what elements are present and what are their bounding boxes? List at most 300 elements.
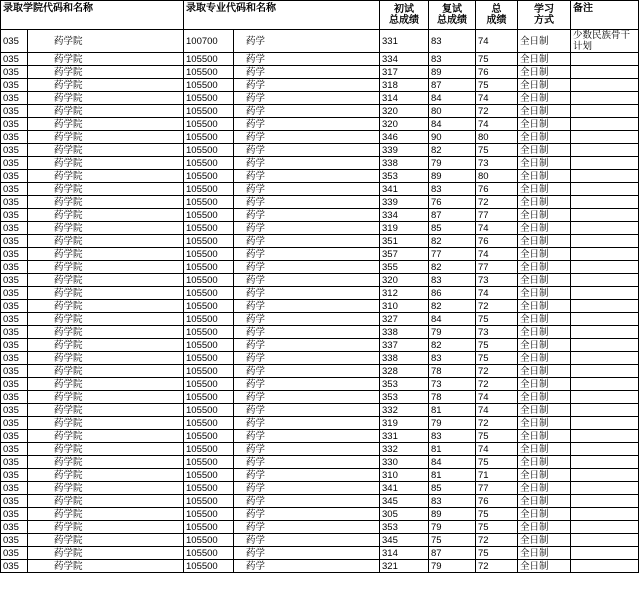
major-name-cell: 药学 <box>234 521 380 534</box>
total-score-cell: 80 <box>476 170 518 183</box>
college-name-cell: 药学院 <box>28 144 184 157</box>
retest-score-cell: 78 <box>429 391 476 404</box>
major-code-cell: 105500 <box>184 508 234 521</box>
table-row <box>1 495 639 508</box>
note-cell <box>571 365 639 378</box>
table-row <box>1 443 639 456</box>
table-row <box>1 30 639 53</box>
note-cell <box>571 547 639 560</box>
major-name-cell: 药学 <box>234 417 380 430</box>
college-name-cell: 药学院 <box>28 118 184 131</box>
prelim-score-cell: 334 <box>380 209 429 222</box>
table-row <box>1 547 639 560</box>
study-mode-cell: 全日制 <box>518 222 571 235</box>
college-code-cell: 035 <box>1 274 28 287</box>
prelim-score-cell: 338 <box>380 157 429 170</box>
prelim-score-cell: 328 <box>380 365 429 378</box>
major-code-cell: 105500 <box>184 391 234 404</box>
college-name-cell: 药学院 <box>28 209 184 222</box>
prelim-score-cell: 351 <box>380 235 429 248</box>
note-cell <box>571 222 639 235</box>
college-name-cell: 药学院 <box>28 430 184 443</box>
college-name-cell: 药学院 <box>28 92 184 105</box>
college-name-cell: 药学院 <box>28 417 184 430</box>
prelim-score-cell: 314 <box>380 547 429 560</box>
college-code-cell: 035 <box>1 92 28 105</box>
college-code-cell: 035 <box>1 183 28 196</box>
college-name-cell: 药学院 <box>28 131 184 144</box>
college-name-cell: 药学院 <box>28 534 184 547</box>
retest-score-cell: 78 <box>429 365 476 378</box>
note-cell <box>571 170 639 183</box>
total-score-cell: 75 <box>476 521 518 534</box>
college-code-cell: 035 <box>1 326 28 339</box>
table-row <box>1 560 639 573</box>
total-score-cell: 75 <box>476 508 518 521</box>
major-code-cell: 105500 <box>184 196 234 209</box>
note-cell <box>571 313 639 326</box>
study-mode-cell: 全日制 <box>518 144 571 157</box>
retest-score-cell: 82 <box>429 300 476 313</box>
study-mode-cell: 全日制 <box>518 196 571 209</box>
note-cell <box>571 339 639 352</box>
major-name-cell: 药学 <box>234 209 380 222</box>
header-college: 录取学院代码和名称 <box>1 1 184 30</box>
total-score-cell: 75 <box>476 144 518 157</box>
major-code-cell: 105500 <box>184 404 234 417</box>
college-name-cell: 药学院 <box>28 183 184 196</box>
major-name-cell: 药学 <box>234 248 380 261</box>
college-code-cell: 035 <box>1 261 28 274</box>
header-retest: 复试 总成绩 <box>429 1 476 30</box>
table-row <box>1 92 639 105</box>
college-name-cell: 药学院 <box>28 365 184 378</box>
retest-score-cell: 87 <box>429 547 476 560</box>
retest-score-cell: 83 <box>429 430 476 443</box>
study-mode-cell: 全日制 <box>518 534 571 547</box>
major-code-cell: 105500 <box>184 378 234 391</box>
prelim-score-cell: 319 <box>380 417 429 430</box>
major-code-cell: 105500 <box>184 66 234 79</box>
prelim-score-cell: 339 <box>380 144 429 157</box>
table-row <box>1 118 639 131</box>
study-mode-cell: 全日制 <box>518 365 571 378</box>
college-name-cell: 药学院 <box>28 547 184 560</box>
prelim-score-cell: 345 <box>380 534 429 547</box>
total-score-cell: 77 <box>476 482 518 495</box>
table-row <box>1 131 639 144</box>
major-code-cell: 105500 <box>184 53 234 66</box>
header-major: 录取专业代码和名称 <box>184 1 380 30</box>
study-mode-cell: 全日制 <box>518 495 571 508</box>
major-code-cell: 105500 <box>184 261 234 274</box>
college-code-cell: 035 <box>1 209 28 222</box>
study-mode-cell: 全日制 <box>518 521 571 534</box>
retest-score-cell: 79 <box>429 157 476 170</box>
college-code-cell: 035 <box>1 560 28 573</box>
total-score-cell: 72 <box>476 417 518 430</box>
total-score-cell: 75 <box>476 79 518 92</box>
study-mode-cell: 全日制 <box>518 118 571 131</box>
prelim-score-cell: 327 <box>380 313 429 326</box>
prelim-score-cell: 339 <box>380 196 429 209</box>
college-code-cell: 035 <box>1 235 28 248</box>
college-name-cell: 药学院 <box>28 391 184 404</box>
retest-score-cell: 82 <box>429 235 476 248</box>
retest-score-cell: 82 <box>429 261 476 274</box>
note-cell <box>571 131 639 144</box>
prelim-score-cell: 357 <box>380 248 429 261</box>
study-mode-cell: 全日制 <box>518 482 571 495</box>
table-row <box>1 196 639 209</box>
prelim-score-cell: 353 <box>380 391 429 404</box>
total-score-cell: 80 <box>476 131 518 144</box>
total-score-cell: 73 <box>476 274 518 287</box>
major-code-cell: 105500 <box>184 79 234 92</box>
total-score-cell: 71 <box>476 469 518 482</box>
retest-score-cell: 83 <box>429 274 476 287</box>
table-row <box>1 430 639 443</box>
prelim-score-cell: 353 <box>380 378 429 391</box>
table-row <box>1 105 639 118</box>
major-code-cell: 105500 <box>184 105 234 118</box>
college-name-cell: 药学院 <box>28 352 184 365</box>
major-code-cell: 105500 <box>184 170 234 183</box>
note-cell <box>571 456 639 469</box>
major-name-cell: 药学 <box>234 547 380 560</box>
college-code-cell: 035 <box>1 248 28 261</box>
prelim-score-cell: 345 <box>380 495 429 508</box>
major-name-cell: 药学 <box>234 300 380 313</box>
study-mode-cell: 全日制 <box>518 352 571 365</box>
major-name-cell: 药学 <box>234 482 380 495</box>
major-name-cell: 药学 <box>234 157 380 170</box>
note-cell <box>571 53 639 66</box>
total-score-cell: 74 <box>476 404 518 417</box>
major-code-cell: 105500 <box>184 456 234 469</box>
study-mode-cell: 全日制 <box>518 469 571 482</box>
college-name-cell: 药学院 <box>28 339 184 352</box>
note-cell <box>571 144 639 157</box>
prelim-score-cell: 310 <box>380 300 429 313</box>
major-code-cell: 105500 <box>184 183 234 196</box>
prelim-score-cell: 319 <box>380 222 429 235</box>
study-mode-cell: 全日制 <box>518 209 571 222</box>
major-code-cell: 105500 <box>184 118 234 131</box>
table-row <box>1 300 639 313</box>
total-score-cell: 75 <box>476 339 518 352</box>
college-name-cell: 药学院 <box>28 313 184 326</box>
total-score-cell: 76 <box>476 235 518 248</box>
note-cell <box>571 235 639 248</box>
note-cell <box>571 105 639 118</box>
major-code-cell: 105500 <box>184 248 234 261</box>
retest-score-cell: 77 <box>429 248 476 261</box>
major-code-cell: 105500 <box>184 235 234 248</box>
college-name-cell: 药学院 <box>28 326 184 339</box>
note-cell <box>571 443 639 456</box>
major-code-cell: 105500 <box>184 92 234 105</box>
retest-score-cell: 75 <box>429 534 476 547</box>
major-name-cell: 药学 <box>234 261 380 274</box>
college-code-cell: 035 <box>1 196 28 209</box>
college-code-cell: 035 <box>1 456 28 469</box>
note-cell <box>571 352 639 365</box>
major-name-cell: 药学 <box>234 560 380 573</box>
table-row <box>1 521 639 534</box>
major-name-cell: 药学 <box>234 131 380 144</box>
table-row <box>1 352 639 365</box>
prelim-score-cell: 317 <box>380 66 429 79</box>
major-name-cell: 药学 <box>234 469 380 482</box>
prelim-score-cell: 337 <box>380 339 429 352</box>
college-code-cell: 035 <box>1 469 28 482</box>
study-mode-cell: 全日制 <box>518 547 571 560</box>
retest-score-cell: 83 <box>429 352 476 365</box>
retest-score-cell: 82 <box>429 339 476 352</box>
major-name-cell: 药学 <box>234 495 380 508</box>
college-code-cell: 035 <box>1 521 28 534</box>
table-row <box>1 534 639 547</box>
college-name-cell: 药学院 <box>28 508 184 521</box>
major-code-cell: 105500 <box>184 547 234 560</box>
retest-score-cell: 84 <box>429 456 476 469</box>
college-name-cell: 药学院 <box>28 248 184 261</box>
retest-score-cell: 83 <box>429 53 476 66</box>
college-code-cell: 035 <box>1 404 28 417</box>
header-prelim: 初试 总成绩 <box>380 1 429 30</box>
total-score-cell: 74 <box>476 118 518 131</box>
major-code-cell: 105500 <box>184 157 234 170</box>
college-code-cell: 035 <box>1 495 28 508</box>
study-mode-cell: 全日制 <box>518 131 571 144</box>
college-name-cell: 药学院 <box>28 469 184 482</box>
major-code-cell: 105500 <box>184 430 234 443</box>
total-score-cell: 72 <box>476 378 518 391</box>
study-mode-cell: 全日制 <box>518 508 571 521</box>
major-name-cell: 药学 <box>234 339 380 352</box>
major-name-cell: 药学 <box>234 534 380 547</box>
table-row <box>1 170 639 183</box>
prelim-score-cell: 320 <box>380 105 429 118</box>
total-score-cell: 75 <box>476 313 518 326</box>
retest-score-cell: 81 <box>429 404 476 417</box>
college-name-cell: 药学院 <box>28 404 184 417</box>
table-row <box>1 261 639 274</box>
prelim-score-cell: 320 <box>380 274 429 287</box>
table-row <box>1 183 639 196</box>
prelim-score-cell: 338 <box>380 326 429 339</box>
college-code-cell: 035 <box>1 53 28 66</box>
note-cell <box>571 404 639 417</box>
study-mode-cell: 全日制 <box>518 404 571 417</box>
major-name-cell: 药学 <box>234 183 380 196</box>
college-code-cell: 035 <box>1 300 28 313</box>
major-name-cell: 药学 <box>234 508 380 521</box>
note-cell <box>571 118 639 131</box>
table-row <box>1 157 639 170</box>
retest-score-cell: 79 <box>429 560 476 573</box>
major-name-cell: 药学 <box>234 144 380 157</box>
major-code-cell: 105500 <box>184 352 234 365</box>
retest-score-cell: 79 <box>429 521 476 534</box>
study-mode-cell: 全日制 <box>518 274 571 287</box>
major-code-cell: 105500 <box>184 534 234 547</box>
retest-score-cell: 81 <box>429 469 476 482</box>
total-score-cell: 75 <box>476 430 518 443</box>
total-score-cell: 74 <box>476 287 518 300</box>
table-row <box>1 66 639 79</box>
prelim-score-cell: 330 <box>380 456 429 469</box>
prelim-score-cell: 318 <box>380 79 429 92</box>
study-mode-cell: 全日制 <box>518 287 571 300</box>
total-score-cell: 72 <box>476 196 518 209</box>
total-score-cell: 73 <box>476 326 518 339</box>
retest-score-cell: 79 <box>429 326 476 339</box>
retest-score-cell: 85 <box>429 482 476 495</box>
college-code-cell: 035 <box>1 417 28 430</box>
major-name-cell: 药学 <box>234 313 380 326</box>
study-mode-cell: 全日制 <box>518 430 571 443</box>
study-mode-cell: 全日制 <box>518 170 571 183</box>
header-row <box>1 1 639 30</box>
total-score-cell: 76 <box>476 183 518 196</box>
college-name-cell: 药学院 <box>28 443 184 456</box>
retest-score-cell: 84 <box>429 92 476 105</box>
prelim-score-cell: 331 <box>380 30 429 53</box>
table-row <box>1 391 639 404</box>
major-code-cell: 105500 <box>184 131 234 144</box>
major-name-cell: 药学 <box>234 92 380 105</box>
study-mode-cell: 全日制 <box>518 339 571 352</box>
total-score-cell: 74 <box>476 92 518 105</box>
total-score-cell: 75 <box>476 53 518 66</box>
retest-score-cell: 83 <box>429 183 476 196</box>
total-score-cell: 73 <box>476 157 518 170</box>
total-score-cell: 75 <box>476 352 518 365</box>
study-mode-cell: 全日制 <box>518 92 571 105</box>
college-name-cell: 药学院 <box>28 53 184 66</box>
prelim-score-cell: 321 <box>380 560 429 573</box>
major-code-cell: 105500 <box>184 521 234 534</box>
prelim-score-cell: 334 <box>380 53 429 66</box>
college-name-cell: 药学院 <box>28 261 184 274</box>
major-code-cell: 105500 <box>184 495 234 508</box>
note-cell <box>571 417 639 430</box>
note-cell <box>571 534 639 547</box>
table-row <box>1 482 639 495</box>
study-mode-cell: 全日制 <box>518 248 571 261</box>
prelim-score-cell: 353 <box>380 170 429 183</box>
retest-score-cell: 85 <box>429 222 476 235</box>
college-name-cell: 药学院 <box>28 300 184 313</box>
note-cell <box>571 482 639 495</box>
table-row <box>1 248 639 261</box>
note-cell <box>571 196 639 209</box>
college-code-cell: 035 <box>1 30 28 53</box>
retest-score-cell: 86 <box>429 287 476 300</box>
note-cell <box>571 79 639 92</box>
total-score-cell: 75 <box>476 547 518 560</box>
major-name-cell: 药学 <box>234 170 380 183</box>
major-name-cell: 药学 <box>234 391 380 404</box>
prelim-score-cell: 338 <box>380 352 429 365</box>
college-code-cell: 035 <box>1 430 28 443</box>
major-name-cell: 药学 <box>234 105 380 118</box>
total-score-cell: 72 <box>476 365 518 378</box>
study-mode-cell: 全日制 <box>518 300 571 313</box>
study-mode-cell: 全日制 <box>518 66 571 79</box>
major-code-cell: 105500 <box>184 144 234 157</box>
major-code-cell: 105500 <box>184 287 234 300</box>
major-name-cell: 药学 <box>234 118 380 131</box>
study-mode-cell: 全日制 <box>518 391 571 404</box>
major-name-cell: 药学 <box>234 443 380 456</box>
note-cell <box>571 495 639 508</box>
note-cell <box>571 92 639 105</box>
college-name-cell: 药学院 <box>28 521 184 534</box>
retest-score-cell: 73 <box>429 378 476 391</box>
study-mode-cell: 全日制 <box>518 313 571 326</box>
retest-score-cell: 84 <box>429 313 476 326</box>
major-name-cell: 药学 <box>234 365 380 378</box>
retest-score-cell: 89 <box>429 66 476 79</box>
table-row <box>1 274 639 287</box>
college-name-cell: 药学院 <box>28 482 184 495</box>
college-code-cell: 035 <box>1 365 28 378</box>
retest-score-cell: 83 <box>429 30 476 53</box>
total-score-cell: 72 <box>476 300 518 313</box>
table-row <box>1 417 639 430</box>
college-code-cell: 035 <box>1 66 28 79</box>
note-cell: 少数民族骨干计划 <box>571 30 639 53</box>
college-code-cell: 035 <box>1 105 28 118</box>
college-code-cell: 035 <box>1 131 28 144</box>
college-name-cell: 药学院 <box>28 79 184 92</box>
college-name-cell: 药学院 <box>28 222 184 235</box>
note-cell <box>571 326 639 339</box>
table-row <box>1 222 639 235</box>
college-code-cell: 035 <box>1 378 28 391</box>
major-name-cell: 药学 <box>234 235 380 248</box>
study-mode-cell: 全日制 <box>518 53 571 66</box>
study-mode-cell: 全日制 <box>518 79 571 92</box>
major-name-cell: 药学 <box>234 79 380 92</box>
note-cell <box>571 521 639 534</box>
total-score-cell: 76 <box>476 495 518 508</box>
major-code-cell: 105500 <box>184 222 234 235</box>
college-name-cell: 药学院 <box>28 30 184 53</box>
prelim-score-cell: 331 <box>380 430 429 443</box>
study-mode-cell: 全日制 <box>518 560 571 573</box>
table-row <box>1 469 639 482</box>
major-code-cell: 105500 <box>184 482 234 495</box>
college-code-cell: 035 <box>1 79 28 92</box>
college-name-cell: 药学院 <box>28 170 184 183</box>
note-cell <box>571 248 639 261</box>
study-mode-cell: 全日制 <box>518 417 571 430</box>
college-name-cell: 药学院 <box>28 378 184 391</box>
college-code-cell: 035 <box>1 482 28 495</box>
total-score-cell: 74 <box>476 248 518 261</box>
table-row <box>1 287 639 300</box>
total-score-cell: 77 <box>476 209 518 222</box>
major-code-cell: 105500 <box>184 209 234 222</box>
note-cell <box>571 66 639 79</box>
college-name-cell: 药学院 <box>28 66 184 79</box>
header-note: 备注 <box>571 1 639 30</box>
note-cell <box>571 287 639 300</box>
